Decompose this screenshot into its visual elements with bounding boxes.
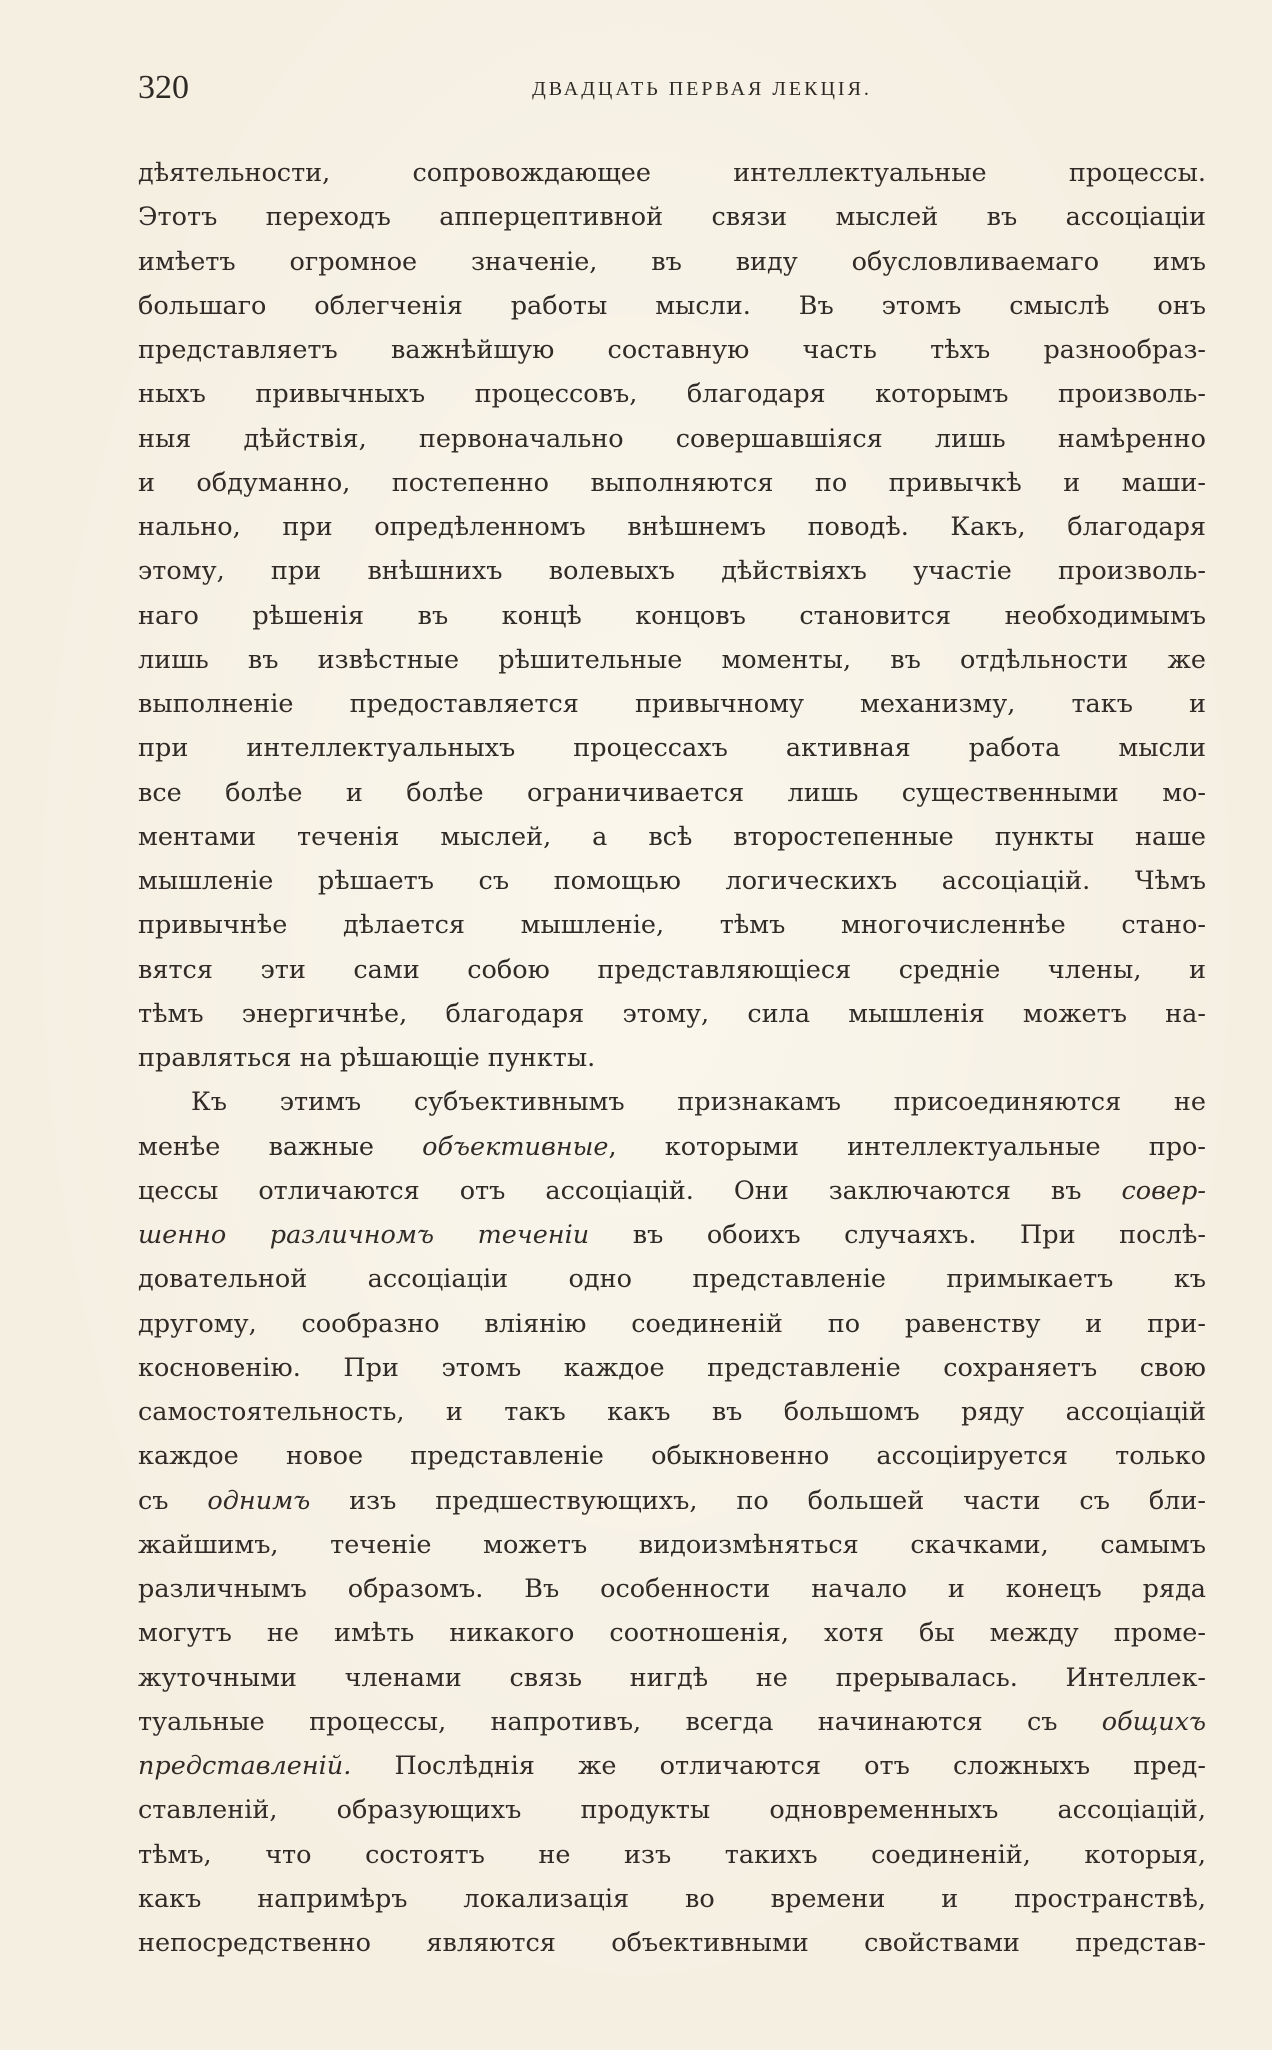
text-line: самостоятельность, и такъ какъ въ большомъ ряду ассоціацій — [138, 1397, 1206, 1427]
text-line: косновенію. При этомъ каждое представленіе сохраняетъ свою — [138, 1352, 1206, 1383]
text-line: жуточными членами связь нигдѣ не прерывалась. Интеллек- — [138, 1662, 1206, 1693]
text-run: Послѣднія же отличаются отъ сложныхъ пред- — [351, 1751, 1206, 1781]
text-line — [138, 1479, 1206, 1523]
text-line: нально, при опредѣленномъ внѣшнемъ поводѣ. Какъ, благодаря — [138, 512, 1206, 542]
text-line: тѣмъ, что состоятъ не изъ такихъ соединеній, которыя, — [138, 1839, 1206, 1870]
text-line — [138, 1125, 1206, 1169]
text-line: правляться на рѣшающіе пункты. — [138, 1043, 596, 1073]
text-line: Этотъ переходъ апперцептивной связи мыслей въ ассоціаціи — [138, 202, 1206, 233]
text-line: тѣмъ энергичнѣе, благодаря этому, сила мышленія можетъ на- — [138, 998, 1206, 1029]
text-line: могутъ не имѣть никакого соотношенія, хотя бы между проме- — [138, 1618, 1206, 1649]
italic-term: совер- — [1121, 1175, 1206, 1206]
running-head — [138, 68, 1206, 108]
text-line: ныхъ привычныхъ процессовъ, благодаря которымъ произволь- — [138, 379, 1206, 410]
text-line: и обдуманно, постепенно выполняются по привычкѣ и маши- — [138, 467, 1206, 498]
text-line: при интеллектуальныхъ процессахъ активная работа мысли — [138, 733, 1206, 764]
text-line — [138, 1213, 1206, 1257]
text-line: ныя дѣйствія, первоначально совершавшіяся лишь намѣренно — [138, 423, 1206, 454]
text-line: мышленіе рѣшаетъ съ помощью логическихъ ассоціацій. Чѣмъ — [138, 866, 1206, 896]
text-run: туальные процессы, напротивъ, всегда начинаются съ — [138, 1706, 1102, 1737]
text-line: все болѣе и болѣе ограничивается лишь существенными мо- — [138, 777, 1206, 808]
text-run: изъ предшествующихъ, по большей части съ бли- — [310, 1485, 1206, 1516]
paragraph-1 — [138, 151, 1206, 1080]
text-line: непосредственно являются объективными свойствами представ- — [138, 1928, 1206, 1958]
italic-term: представленій. — [138, 1751, 352, 1781]
page-number: 320 — [138, 69, 189, 106]
text-line: различнымъ образомъ. Въ особенности начало и конецъ ряда — [138, 1574, 1206, 1604]
text-line: каждое новое представленіе обыкновенно ассоціируется только — [138, 1441, 1206, 1472]
italic-term: шенно различномъ теченіи — [138, 1220, 590, 1250]
italic-term: однимъ — [207, 1485, 311, 1516]
text-line: привычнѣе дѣлается мышленіе, тѣмъ многочисленнѣе стано- — [138, 910, 1206, 941]
text-line: Къ этимъ субъективнымъ признакамъ присоединяются не — [191, 1087, 1206, 1118]
text-line: этому, при внѣшнихъ волевыхъ дѣйствіяхъ участіе произволь- — [138, 556, 1206, 587]
text-line: другому, сообразно вліянію соединеній по равенству и при- — [138, 1308, 1206, 1339]
italic-term: общихъ — [1101, 1706, 1206, 1737]
text-line — [138, 1700, 1206, 1744]
body-text — [138, 151, 1206, 1965]
text-line: лишь въ извѣстные рѣшительные моменты, въ отдѣльности же — [138, 644, 1206, 675]
text-line: представляетъ важнѣйшую составную часть тѣхъ разнообраз- — [138, 335, 1206, 365]
text-line: наго рѣшенія въ концѣ концовъ становится необходимымъ — [138, 600, 1206, 631]
text-run: цессы отличаются отъ ассоціацій. Они заключаются въ — [138, 1175, 1122, 1206]
italic-term: объективные — [422, 1131, 609, 1162]
text-line: жайшимъ, теченіе можетъ видоизмѣняться скачками, самымъ — [138, 1529, 1206, 1560]
running-title: ДВАДЦАТЬ ПЕРВАЯ ЛЕКЦІЯ. — [532, 78, 872, 100]
text-line: довательной ассоціаціи одно представленіе примыкаетъ къ — [138, 1264, 1206, 1295]
text-run: , которыми интеллектуальные про- — [608, 1131, 1206, 1162]
text-line: какъ напримѣръ локализація во времени и пространствѣ, — [138, 1883, 1206, 1914]
text-line: вятся эти сами собою представляющіеся средніе члены, и — [138, 954, 1206, 985]
text-line — [138, 1744, 1206, 1788]
text-line: выполненіе предоставляется привычному механизму, такъ и — [138, 689, 1206, 719]
text-run: съ — [138, 1485, 208, 1516]
text-line: ментами теченія мыслей, а всѣ второстепенные пункты наше — [138, 821, 1206, 852]
text-line — [138, 1169, 1206, 1213]
paragraph-2 — [138, 1080, 1206, 1965]
text-line: большаго облегченія работы мысли. Въ этомъ смыслѣ онъ — [138, 290, 1206, 321]
text-run: въ обоихъ случаяхъ. При послѣ- — [589, 1220, 1206, 1250]
text-line: ставленій, образующихъ продукты одновременныхъ ассоціацій, — [138, 1795, 1206, 1826]
text-line: дѣятельности, сопровождающее интеллектуальные процессы. — [138, 158, 1206, 188]
text-line: имѣетъ огромное значеніе, въ виду обусловливаемаго имъ — [138, 246, 1206, 277]
text-run: менѣе важные — [138, 1131, 423, 1162]
